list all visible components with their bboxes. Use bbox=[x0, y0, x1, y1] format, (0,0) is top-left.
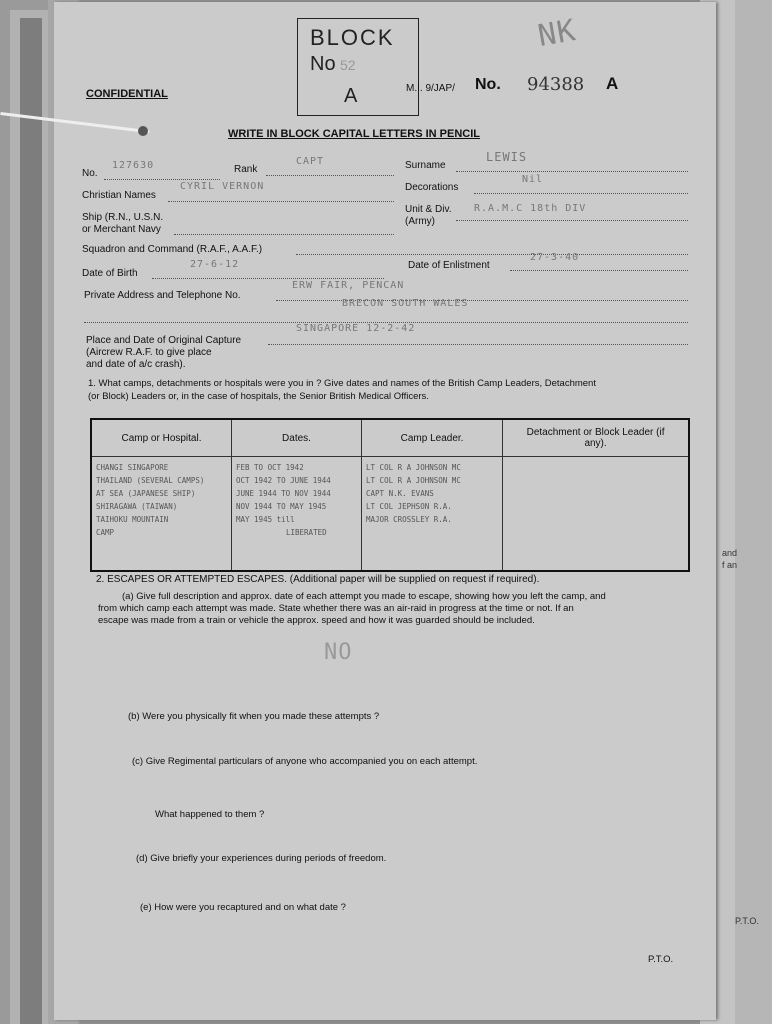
surname-line bbox=[456, 171, 688, 172]
capture-value: SINGAPORE 12-2-42 bbox=[296, 323, 416, 334]
address-line-1: ERW FAIR, PENCAN bbox=[292, 280, 405, 291]
capture-label-2: (Aircrew R.A.F. to give place bbox=[86, 347, 212, 358]
leaders-column bbox=[362, 457, 503, 572]
leader-entry: CAPT N.K. EVANS bbox=[366, 489, 434, 498]
service-number-line bbox=[104, 179, 220, 180]
block-number-label: No bbox=[310, 53, 336, 75]
detachment-column bbox=[503, 457, 689, 572]
camps-table bbox=[90, 418, 690, 572]
camp-entry: TAIHOKU MOUNTAIN bbox=[96, 515, 169, 524]
ship-label: Ship (R.N., U.S.N. bbox=[82, 212, 164, 223]
question-1-text: 1. What camps, detachments or hospitals were you in ? Give dates and names of the British Camp Leaders, Detachment bbox=[88, 378, 596, 389]
handwritten-initials: NK bbox=[535, 12, 579, 55]
unit-value: R.A.M.C 18th DIV bbox=[474, 203, 587, 214]
question-2a-text: (a) Give full description and approx. date of each attempt you made to escape, showing how you left the camp, and bbox=[122, 591, 606, 602]
service-number-value: 127630 bbox=[112, 160, 155, 171]
column-header-camp-leader: Camp Leader. bbox=[362, 419, 503, 457]
date-entry: JUNE 1944 TO NOV 1944 bbox=[235, 489, 331, 498]
form-number: 94388 bbox=[527, 74, 585, 95]
date-entry: NOV 1944 TO MAY 1945 bbox=[235, 502, 327, 511]
enlistment-label: Date of Enlistment bbox=[408, 260, 490, 271]
unit-line bbox=[456, 220, 688, 221]
block-stamp-box bbox=[297, 18, 419, 116]
leader-entry: LT COL JEPHSON R.A. bbox=[366, 502, 452, 511]
column-header-camp: Camp or Hospital. bbox=[91, 419, 231, 457]
leader-entry: LT COL R A JOHNSON MC bbox=[366, 463, 461, 472]
surname-value: LEWIS bbox=[486, 150, 528, 164]
leader-entry: LT COL R A JOHNSON MC bbox=[366, 476, 461, 485]
date-entry: MAY 1945 till bbox=[235, 515, 295, 524]
squadron-label: Squadron and Command (R.A.F., A.A.F.) bbox=[82, 244, 263, 255]
capture-label: Place and Date of Original Capture bbox=[86, 335, 242, 346]
capture-line bbox=[268, 344, 688, 345]
rank-label: Rank bbox=[234, 164, 258, 175]
ship-label-2: or Merchant Navy bbox=[82, 224, 161, 235]
question-1-text-2: (or Block) Leaders or, in the case of hospitals, the Senior British Medical Officers. bbox=[88, 391, 429, 402]
question-2d-text: (d) Give briefly your experiences during periods of freedom. bbox=[136, 853, 387, 864]
column-header-detachment: Detachment or Block Leader (if any). bbox=[503, 419, 689, 457]
question-2a-answer: NO bbox=[324, 640, 353, 665]
surname-label: Surname bbox=[405, 160, 446, 171]
camp-entry: CHANGI SINGAPORE bbox=[96, 463, 169, 472]
christian-names-line bbox=[168, 201, 394, 202]
block-number-value: 52 bbox=[340, 57, 356, 73]
capture-label-3: and date of a/c crash). bbox=[86, 359, 186, 370]
christian-names-value: CYRIL VERNON bbox=[180, 181, 265, 192]
enlistment-line bbox=[510, 270, 688, 271]
decorations-line bbox=[474, 193, 688, 194]
underlying-pto: P.T.O. bbox=[735, 916, 759, 926]
binder-spine bbox=[20, 18, 42, 1024]
block-letter: A bbox=[344, 85, 358, 107]
decorations-label: Decorations bbox=[405, 182, 459, 193]
rank-line bbox=[266, 175, 394, 176]
camp-entry: THAILAND (SEVERAL CAMPS) bbox=[96, 476, 205, 485]
rank-value: CAPT bbox=[296, 156, 325, 167]
camp-entry: SHIRAGAWA (TAIWAN) bbox=[96, 502, 178, 511]
camp-entry: CAMP bbox=[96, 528, 115, 537]
question-2c-text: (c) Give Regimental particulars of anyone who accompanied you on each attempt. bbox=[132, 756, 478, 767]
address-label: Private Address and Telephone No. bbox=[84, 290, 241, 301]
ship-line bbox=[174, 234, 394, 235]
table-row bbox=[91, 457, 689, 572]
decorations-value: Nil bbox=[522, 174, 544, 185]
enlistment-value: 27-3-40 bbox=[530, 252, 580, 263]
question-2b-text: (b) Were you physically fit when you made these attempts ? bbox=[128, 711, 380, 722]
date-entry: OCT 1942 TO JUNE 1944 bbox=[235, 476, 331, 485]
column-header-dates: Dates. bbox=[231, 419, 361, 457]
mi-reference: M.I. 9/JAP/ bbox=[406, 83, 455, 94]
block-title: BLOCK bbox=[310, 25, 395, 50]
service-number-label: No. bbox=[82, 168, 98, 179]
camps-table-header-row bbox=[91, 419, 689, 457]
form-instruction: WRITE IN BLOCK CAPITAL LETTERS IN PENCIL bbox=[228, 128, 480, 140]
question-2a-text-2: from which camp each attempt was made. State whether there was an air-raid in progress at the time or not. If an bbox=[98, 603, 574, 614]
date-of-birth-line bbox=[152, 278, 384, 279]
question-2c-sub-text: What happened to them ? bbox=[155, 809, 265, 820]
unit-label-2: (Army) bbox=[405, 216, 435, 227]
underlying-text: f an bbox=[722, 560, 738, 570]
question-2e-text: (e) How were you recaptured and on what date ? bbox=[140, 902, 346, 913]
question-2a-text-3: escape was made from a train or vehicle the approx. speed and how it was guarded should be included. bbox=[98, 615, 535, 626]
underlying-text: and bbox=[722, 548, 738, 558]
camp-entry: AT SEA (JAPANESE SHIP) bbox=[96, 489, 196, 498]
underlying-sheet-edge bbox=[735, 0, 772, 1024]
address-line-2: BRECON SOUTH WALES bbox=[342, 298, 469, 309]
page-turn-label: P.T.O. bbox=[648, 954, 674, 965]
date-entry: FEB TO OCT 1942 bbox=[235, 463, 304, 472]
christian-names-label: Christian Names bbox=[82, 190, 156, 201]
dates-column bbox=[231, 457, 361, 572]
address-line bbox=[276, 300, 688, 301]
leader-entry: MAJOR CROSSLEY R.A. bbox=[366, 515, 452, 524]
date-of-birth-label: Date of Birth bbox=[82, 268, 138, 279]
classification-label: CONFIDENTIAL bbox=[86, 88, 168, 100]
form-suffix: A bbox=[606, 74, 619, 93]
camps-column bbox=[91, 457, 231, 572]
section-2-heading: 2. ESCAPES OR ATTEMPTED ESCAPES. (Additional paper will be supplied on request if required). bbox=[96, 574, 540, 585]
date-of-birth-value: 27-6-12 bbox=[190, 259, 240, 270]
date-entry: LIBERATED bbox=[285, 528, 327, 537]
punch-hole bbox=[138, 126, 148, 136]
squadron-line bbox=[296, 254, 688, 255]
unit-label: Unit & Div. bbox=[405, 204, 452, 215]
form-number-label: No. bbox=[475, 76, 501, 93]
